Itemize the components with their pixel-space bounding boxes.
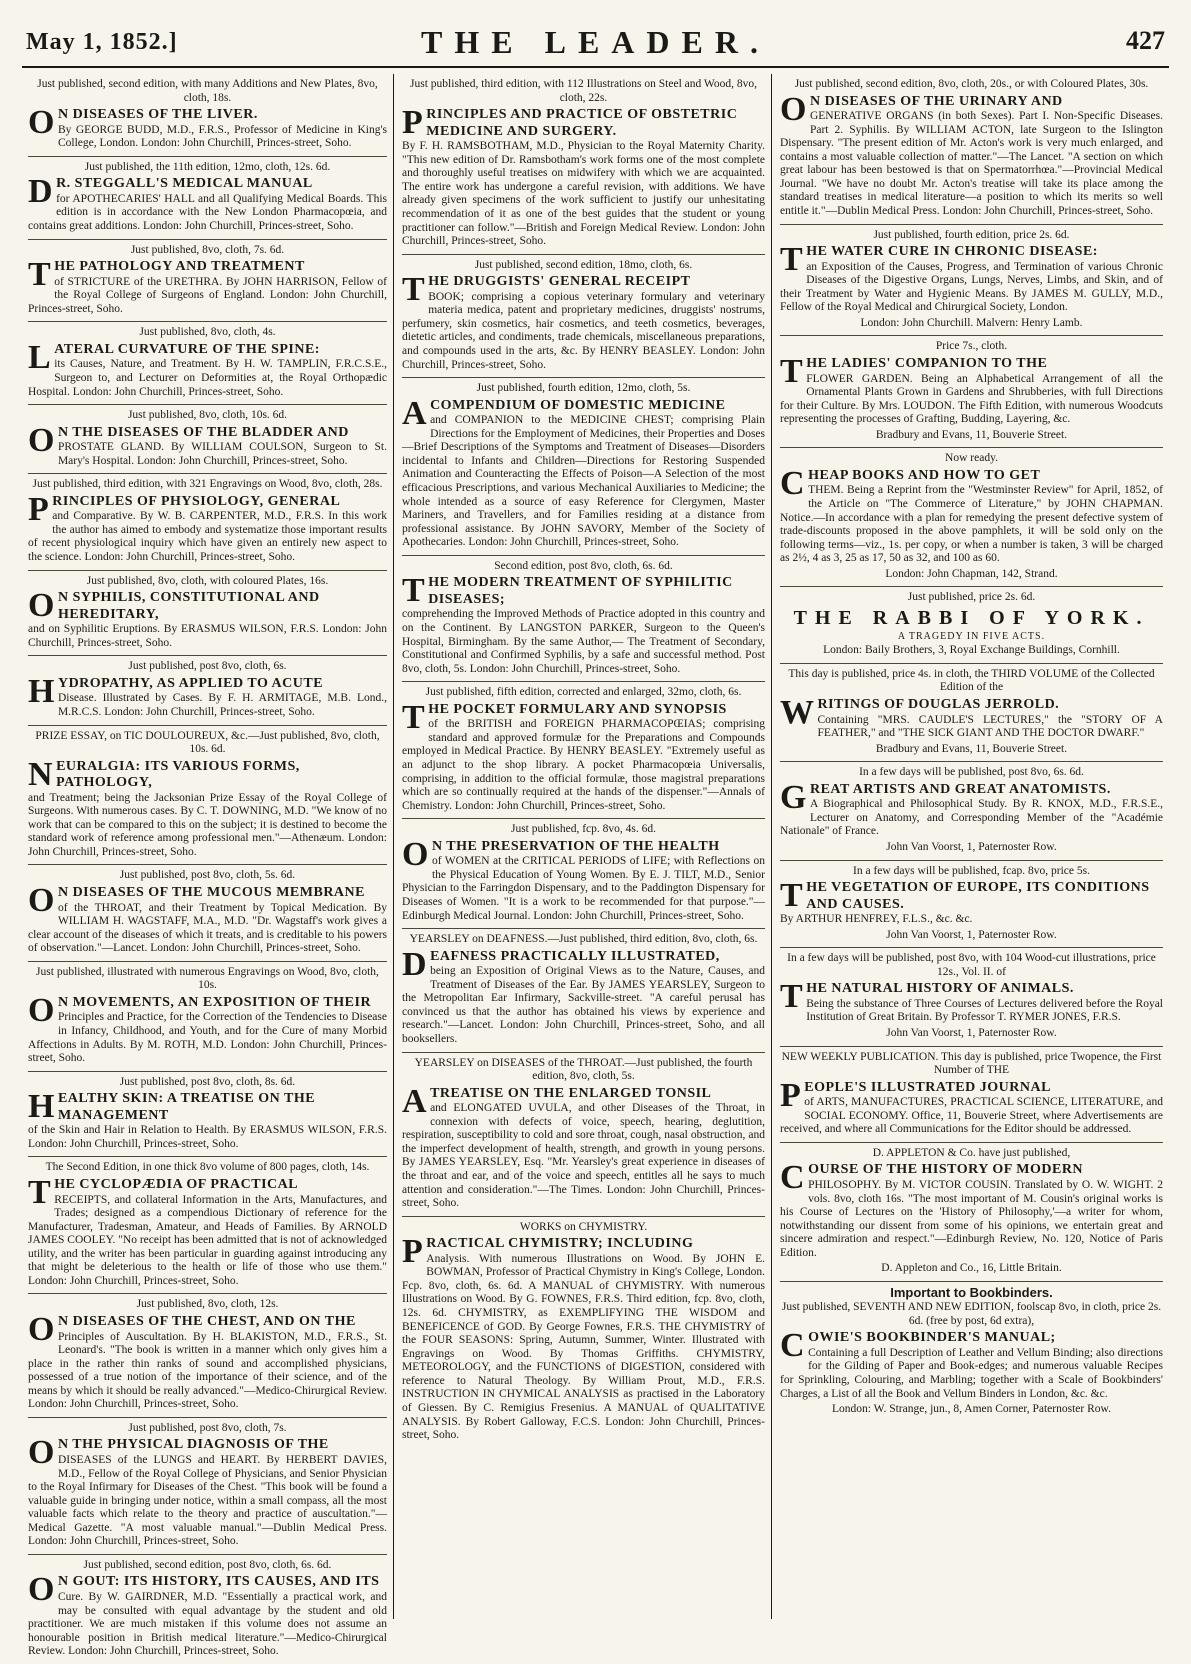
advertisement [402,378,765,556]
advertisement [28,474,387,570]
advertisement [402,556,765,682]
ad-preamble: Just published, fourth edition, price 2s. 6d. [873,228,1070,241]
advertisement [780,336,1163,448]
ad-preamble: Just published, fifth edition, corrected and enlarged, 32mo, cloth, 6s. [425,686,742,699]
ad-body: By F. H. RAMSBOTHAM, M.D., Physician to the Royal Maternity Charity. "This new edition of Dr. Ramsbotham's work forms one of the most complete and thoroughly useful treatises on midwifery with which we are acquainted. The entire work has undergone a careful revision, with additions. We have already given specimens of the work sufficient to justify our unhesitating recommendation of it as one of the best guides that the student or young practitioner can follow."—British and Foreign Medical Review. London: John Churchill, Princes-street, Soho. [402,140,765,248]
ad-preamble: Just published, second edition, with many Additions and New Plates, 8vo, cloth, 18s. [37,78,378,104]
advertisement [780,1143,1163,1282]
page-header [22,16,1169,68]
ad-body: an Exposition of the Causes, Progress, and Termination of various Chronic Diseases of the Digestive Organs, Lungs, Nerves, Limbs, and Skin, and of their Treatment by Water and Hygienic Means. By JAMES M. GULLY, M.D., Fellow of the Royal Medical and Chirurgical Society, London. [780,260,1163,314]
ad-headline: HYDROPATHY, AS APPLIED TO ACUTE [28,672,324,710]
ad-body: of STRICTURE of the URETHRA. By JOHN HARRISON, Fellow of the Royal College of Surgeons of England. London: John Churchill, Princes-street, Soho. [28,275,387,315]
advertisement [402,1217,765,1448]
ad-preamble: Just published, second edition, 8vo, cloth, 20s., or with Coloured Plates, 30s. [794,78,1149,90]
ad-headline: THE POCKET FORMULARY AND SYNOPSIS [402,698,727,736]
advertisement [402,74,765,255]
ad-body: Disease. Illustrated by Cases. By F. H. ARMITAGE, M.B. Lond., M.R.C.S. London: John Churchill, Princes-street, Soho. [57,692,387,718]
ad-preamble: Just published, third edition, with 321 Engravings on Wood, 8vo, cloth, 28s. [32,478,383,491]
ad-publisher: Bradbury and Evans, 11, Bouverie Street. [875,428,1068,441]
ad-preamble: YEARSLEY on DISEASES of the THROAT.—Just published, the fourth edition, 8vo, cloth, 5s. [414,1056,753,1083]
ad-body: By ARTHUR HENFREY, F.L.S., &c. &c. [780,913,973,926]
ad-publisher: London: W. Strange, jun., 8, Amen Corner, Paternoster Row. [832,1403,1111,1416]
ad-body: Containing a full Description of Leather and Vellum Binding; also directions for the Gilding of Paper and Book-edges; and numerous valuable Recipes for Sprinkling, Colouring, and Marbling; together with a Scale of Bookbinders' Charges, a List of all the Book and Vellum Binders in London, &c. &c. [780,1346,1163,1400]
ad-body: of WOMEN at the CRITICAL PERIODS of LIFE; with Reflections on the Physical Education of Young Women. By E. J. TILT, M.D., Senior Physician to the Farringdon Dispensary, and to the Paddington Dispensary for Diseases of Women. "It is a work to be recommended for that purpose."—Edinburgh Medical Journal. London: John Churchill, Princes-street, Soho. [402,855,765,922]
advertisement [780,1047,1163,1143]
ad-body: DISEASES of the LUNGS and HEART. By HERBERT DAVIES, M.D., Fellow of the Royal College of Physicians, and Senior Physician to the Royal Infirmary for Diseases of the Chest. "This book will be found a valuable guide in bringing under notice, within a small compass, all the most valuable facts which relate to the theory and practice of auscultation."—Medical Gazette. "A most valuable manual."—Dublin Medical Press. London: John Churchill, Princes-street, Soho. [28,1453,387,1548]
advertisement [28,865,387,961]
ad-headline: DEAFNESS PRACTICALLY ILLUSTRATED, [402,945,720,983]
advertisement [28,240,387,323]
ad-publisher: D. Appleton and Co., 16, Little Britain. [881,1262,1062,1275]
ad-body: of the Skin and Hair in Relation to Health. By ERASMUS WILSON, F.R.S. London: John Churchill, Princes-street, Soho. [28,1124,387,1150]
advertisement [28,1294,387,1417]
ad-preamble: YEARSLEY on DEAFNESS.—Just published, third edition, 8vo, cloth, 6s. [409,933,758,946]
ad-preamble: Just published, 8vo, cloth, with coloured Plates, 16s. [86,574,329,587]
advertisement [28,74,387,157]
ad-body: of the THROAT, and their Treatment by Topical Medication. By WILLIAM H. WAGSTAFF, M.A., M.D. "Dr. Wagstaff's work gives a clear account of the diseases of which it treats, and is creditable to his powers of observation."—Lancet. London: John Churchill, Princes-street, Soho. [28,901,387,955]
ad-publisher: London: Baily Brothers, 3, Royal Exchange Buildings, Cornhill. [823,644,1120,657]
ad-preamble: The Second Edition, in one thick 8vo volume of 800 pages, cloth, 14s. [45,1161,370,1174]
ad-body: Principles of Auscultation. By H. BLAKISTON, M.D., F.R.S., St. Leonard's. "The book is written in a manner which only gives him a place in the rather thin ranks of sound and accomplished physicians, possessed of a true notion of the importance of their science, and of the means by which it should be really advanced."—Medico-Chirurgical Review. London: John Churchill, Princes-street, Soho. [28,1330,387,1411]
ad-body: PROSTATE GLAND. By WILLIAM COULSON, Surgeon to St. Mary's Hospital. London: John Churchill, Princes-street, Soho. [57,441,387,467]
ad-preamble: Price 7s., cloth. [935,340,1008,353]
ad-headline: THE CYCLOPÆDIA OF PRACTICAL [28,1173,299,1211]
ad-preamble: Now ready. [945,452,998,465]
advertisement [780,74,1163,225]
ad-preamble: Just published, 8vo, cloth, 10s. 6d. [127,409,288,422]
advertisement [28,405,387,474]
advertisement [780,664,1163,762]
ad-preamble: WORKS on CHYMISTRY. [519,1220,648,1233]
advertisement [780,948,1163,1046]
ad-headline: COWIE'S BOOKBINDER'S MANUAL; [780,1327,1056,1365]
ad-headline: ON DISEASES OF THE CHEST, AND ON THE [28,1311,356,1348]
section-heading: Important to Bookbinders. [890,1284,1053,1300]
advertisement [780,587,1163,664]
advertisement [28,157,387,240]
advertisement [28,1157,387,1294]
ad-body: and COMPANION to the MEDICINE CHEST; comprising Plain Directions for the Employment of Medicines, their Properties and Doses—Brief Descriptions of the Symptoms and Treatment of Diseases—Disorders incidental to Infants and Children—Directions for Restoring Suspended Animation and Counteracting the Effects of Poison—A Selection of the most efficacious Prescriptions, and various Mechanical Auxiliaries to Medicine; the whole intended as a source of easy Reference for Clergymen, Master Mariners, and Travellers, and for Families residing at a distance from professional assistance. By JOHN SAVORY, Member of the Society of Apothecaries. London: John Churchill, Princes-street, Soho. [402,414,765,549]
ad-preamble: In a few days will be published, fcap. 8vo, price 5s. [853,864,1090,877]
ad-headline: GREAT ARTISTS AND GREAT ANATOMISTS. [780,778,1111,816]
ad-body: By GEORGE BUDD, M.D., F.R.S., Professor of Medicine in King's College, London. London: John Churchill, Princes-street, Soho. [57,123,387,150]
ad-headline: PRACTICAL CHYMISTRY; INCLUDING [402,1233,694,1271]
ad-headline: PRINCIPLES OF PHYSIOLOGY, GENERAL [28,490,341,528]
advertisement [28,726,387,866]
ad-preamble: Just published, post 8vo, cloth, 6s. [128,660,287,673]
ad-headline: WRITINGS OF DOUGLAS JERROLD. [780,694,1060,732]
ad-headline: THE DRUGGISTS' GENERAL RECEIPT [402,271,691,309]
ad-headline: THE PATHOLOGY AND TREATMENT [28,256,305,294]
ad-title: THE RABBI OF YORK. [793,606,1150,629]
column-3 [774,74,1169,1619]
ad-preamble: In a few days will be published, post 8vo, 6s. 6d. [859,766,1084,779]
ad-headline: ATREATISE ON THE ENLARGED TONSIL [402,1082,712,1120]
ad-headline: THE VEGETATION OF EUROPE, ITS CONDITIONS AND CAUSES. [780,877,1150,915]
advertisement [402,929,765,1052]
ad-preamble: Just published, SEVENTH AND NEW EDITION, foolscap 8vo, in cloth, price 2s. 6d. (free by post, 6d extra), [781,1301,1162,1327]
ad-headline: ON THE PHYSICAL DIAGNOSIS OF THE [28,1434,329,1472]
ad-headline: ACOMPENDIUM OF DOMESTIC MEDICINE [402,394,726,432]
ad-headline: ON SYPHILIS, CONSTITUTIONAL AND HEREDITARY, [28,587,320,625]
advertisement [402,1053,765,1217]
ad-body: and ELONGATED UVULA, and other Diseases of the Throat, in connexion with defects of voice, speech, hearing, deglutition, respiration, susceptibility to cold and sore throat, cough, nasal obstruction, and the imperfect development of health, strength, and growth in young persons. By JAMES YEARSLEY, Esq. "Mr. Yearsley's great experience in diseases of the throat and ear, and of the voice and speech, entitles all he says to much attention and consideration."—The Times. London: John Churchill, Princes-street, Soho. [402,1102,765,1210]
ad-preamble: Just published, second edition, post 8vo, cloth, 6s. 6d. [83,1558,332,1571]
ad-body: Cure. By W. GAIRDNER, M.D. "Essentially a practical work, and may be consulted with equal advantage by the student and old practitioner. We are much mistaken if this volume does not assume an honourable position in British medical literature."—Medico-Chirurgical Review. London: John Churchill, Princes-street, Soho. [28,1590,387,1658]
ad-headline: ON THE DISEASES OF THE BLADDER AND [28,421,349,459]
ad-publisher: Bradbury and Evans, 11, Bouverie Street. [875,742,1068,755]
ad-preamble: Just published, 8vo, cloth, 12s. [136,1298,279,1311]
ad-headline: PRINCIPLES AND PRACTICE OF OBSTETRIC MEDICINE AND SURGERY. [402,104,738,142]
ad-body: Being the substance of Three Courses of Lectures delivered before the Royal Institution of Great Britain. By Professor T. RYMER JONES, F.R.S. [806,997,1163,1024]
ad-preamble: This day is published, price 4s. in cloth, the THIRD VOLUME of the Collected Edition of the [788,667,1155,694]
ad-headline: THE MODERN TREATMENT OF SYPHILITIC DISEASES; [402,572,733,610]
ad-body: A Biographical and Philosophical Study. By R. KNOX, M.D., F.R.S.E., Lecturer on Anatomy, and Corresponding Member of the "Académie Nationale" of France. [780,798,1163,838]
ad-preamble: Just published, price 2s. 6d. [907,591,1036,604]
advertisement [780,448,1163,587]
ad-preamble: D. APPLETON & Co. have just published, [872,1146,1071,1159]
ad-headline: ON MOVEMENTS, AN EXPOSITION OF THEIR [28,991,372,1029]
ad-headline: ON GOUT: ITS HISTORY, ITS CAUSES, AND ITS [28,1571,380,1609]
ad-publisher: London: John Churchill. Malvern: Henry Lamb. [860,316,1083,329]
ad-preamble: PRIZE ESSAY, on TIC DOULOUREUX, &c.—Just published, 8vo, cloth, 10s. 6d. [35,729,380,756]
ad-body: PHILOSOPHY. By M. VICTOR COUSIN. Translated by O. W. WIGHT. 2 vols. 8vo, cloth 16s. "The most important of M. Cousin's original works is his Course of Lectures on the 'History of Philosophy,'—a writer for whom, notwithstanding our dissent from some of his opinions, we entertain great and sincere admiration and respect."—Edinburgh Review, No. 120, Notice of Paris Edition. [780,1179,1163,1259]
ad-headline: HEALTHY SKIN: A TREATISE ON THE MANAGEMENT [28,1088,316,1126]
ad-publisher: John Van Voorst, 1, Paternoster Row. [886,928,1057,941]
advertisement [28,1418,387,1555]
ad-preamble: Just published, 8vo, cloth, 7s. 6d. [130,243,285,256]
advertisement [28,322,387,405]
ad-body: and Comparative. By W. B. CARPENTER, M.D., F.R.S. In this work the author has aimed to embody and systematize those important results of recent physiological inquiry which have given an entirely new aspect to the science. London: John Churchill, Princes-street, Soho. [28,510,387,564]
ad-headline: PEOPLE'S ILLUSTRATED JOURNAL [780,1076,1051,1114]
ad-body: Analysis. With numerous Illustrations on Wood. By JOHN E. BOWMAN, Professor of Practical Chymistry in King's College, London. Fcp. 8vo, cloth, 6s. 6d. A MANUAL of CHYMISTRY. With numerous Illustrations on Wood. By G. FOWNES, F.R.S. Third edition, fcp. 8vo, cloth, 12s. 6d. CHYMISTRY, as EXEMPLIFYING THE WISDOM and BENEFICENCE of GOD. By George Fownes, F.R.S. THE CHYMISTRY of the FOUR SEASONS: Spring, Autumn, Summer, Winter. Illustrated with Engravings on Wood. By Thomas Griffiths. CHYMISTRY, METEOROLOGY, and the FUNCTIONS of DIGESTION, considered with reference to Natural Theology. By William Prout, M.D., F.R.S. INSTRUCTION IN CHYMICAL ANALYSIS as practised in the Laboratory of Giessen. By C. Remigius Fresenius. A MANUAL of QUALITATIVE ANALYSIS. By Robert Galloway, F.C.S. London: John Churchill, Princes-street, Soho. [402,1252,765,1442]
ad-headline: COURSE OF THE HISTORY OF MODERN [780,1159,1084,1197]
advertisement [780,1282,1163,1422]
advertisement [28,1072,387,1158]
ad-headline: THE WATER CURE IN CHRONIC DISEASE: [780,241,1098,279]
ad-preamble: Second edition, post 8vo, cloth, 6s. 6d. [494,559,673,572]
ad-headline: ON DISEASES OF THE MUCOUS MEMBRANE [28,882,365,920]
ad-body: Containing "MRS. CAUDLE'S LECTURES," the "STORY OF A FEATHER," and "THE SICK GIANT AND THE DOCTOR DWARF." [817,713,1163,740]
ad-headline: ON THE PRESERVATION OF THE HEALTH [402,835,720,873]
ad-preamble: Just published, post 8vo, cloth, 8s. 6d. [119,1075,296,1088]
ad-publisher: John Van Voorst, 1, Paternoster Row. [886,1027,1057,1040]
advertisement [402,682,765,819]
ad-preamble: Just published, second edition, 18mo, cloth, 6s. [474,258,693,271]
ad-preamble: Just published, 8vo, cloth, 4s. [139,326,276,339]
ad-preamble: Just published, fourth edition, 12mo, cloth, 5s. [476,382,691,395]
ad-body: and on Syphilitic Eruptions. By ERASMUS WILSON, F.R.S. London: John Churchill, Princes-street, Soho. [28,623,387,649]
ad-body: Principles and Practice, for the Correction of the Tendencies to Disease in Infancy, Childhood, and Youth, and for the Cure of many Morbid Affections in Adults. By M. ROTH, M.D. London: John Churchill, Princes-street, Soho. [28,1011,387,1065]
ad-preamble: NEW WEEKLY PUBLICATION. This day is published, price Twopence, the First Number of THE [781,1050,1162,1077]
ad-body: its Causes, Nature, and Treatment. By H. W. TAMPLIN, F.R.C.S.E., Surgeon to, and Lecturer on Deformities at, the Royal Orthopædic Hospital. London: John Churchill, Princes-street, Soho. [28,358,387,398]
ad-body: being an Exposition of Original Views as to the Nature, Causes, and Treatment of Diseases of the Ear. By JAMES YEARSLEY, Surgeon to the Metropolitan Ear Infirmary, Sackville-street. "A careful perusal has convinced us that the author has obtained his views by experience and research."—Lancet. London: John Churchill, Princes-street, Soho, and all booksellers. [402,965,765,1046]
ad-preamble: Just published, post 8vo, cloth, 7s. [128,1421,287,1434]
ad-preamble: Just published, illustrated with numerous Engravings on Wood, 8vo, cloth, 10s. [36,965,379,992]
ad-publisher: John Van Voorst, 1, Paternoster Row. [886,840,1057,853]
advertisement [28,571,387,657]
page-number: 427 [1126,26,1165,55]
advertisement [780,762,1163,860]
advertisement [28,962,387,1072]
ad-body: BOOK; comprising a copious veterinary formulary and veterinary materia medica, patent and proprietary medicines, druggists' nostrums, perfumery, skin cosmetics, hair cosmetics, and teeth cosmetics, beverages, dietetic articles, and condiments, trade chemicals, miscellaneous preparations, and compounds used in the arts, &c. By HENRY BEASLEY. London: John Churchill, Princes-street, Soho. [402,290,765,371]
ad-headline: DR. STEGGALL'S MEDICAL MANUAL [28,173,313,211]
advertisement [402,819,765,929]
ad-headline: CHEAP BOOKS AND HOW TO GET [780,464,1041,502]
advertisement [28,1555,387,1664]
ad-preamble: Just published, fcp. 8vo, 4s. 6d. [510,823,657,836]
ad-preamble: Just published, post 8vo, cloth, 5s. 6d. [119,869,296,882]
ad-body: THEM. Being a Reprint from the "Westminster Review" for April, 1852, of the Article on "The Commerce of Literature," by JOHN CHAPMAN. Notice.—In accordance with a plan for remedying the present defective system of trade-discounts proposed in the above pamphlets, it will be sold only on the following terms—viz., 1s. per copy, or when a number is taken, 3 will be charged as 2½, 4 as 3, 25 as 17, 50 as 32, and 100 as 60. [780,484,1163,565]
ad-headline: LATERAL CURVATURE OF THE SPINE: [28,338,320,376]
ad-body: FLOWER GARDEN. Being an Alphabetical Arrangement of all the Ornamental Plants Grown in Gardens and Shrubberies, with full Directions for their Culture. By Mrs. LOUDON. The Fifth Edition, with numerous Woodcuts representing the processes of Grafting, Budding, Layering, &c. [780,372,1163,426]
masthead-title: THE LEADER. [421,24,770,60]
ad-preamble: In a few days will be published, post 8vo, with 104 Wood-cut illustrations, price 12s., Vol. II. of [787,952,1156,978]
advertisement [780,225,1163,337]
ad-body: GENERATIVE ORGANS (in both Sexes). Part I. Non-Specific Diseases. Part 2. Syphilis. By WILLIAM ACTON, late Surgeon to the Islington Dispensary. "The present edition of Mr. Acton's work is very much enlarged, and contains a most valuable collection of matter."—The Lancet. "A section on which great labour has been bestowed is that on Spermatorrhœa."—Provincial Medical Journal. "We have no doubt Mr. Acton's treatise will take its place among the standard treatises in medical literature—a position to which its merits so well entitle it."—Dublin Medical Press. London: John Churchill, Princes-street, Soho. [780,110,1163,218]
column-1 [22,74,394,1658]
advertisement [402,255,765,378]
advertisement [780,861,1163,949]
issue-date: May 1, 1852.] [26,29,178,55]
ad-headline: THE LADIES' COMPANION TO THE [780,353,1048,391]
ad-preamble: Just published, third edition, with 112 Illustrations on Steel and Wood, 8vo, cloth, 22s. [410,78,757,104]
ad-headline: ON DISEASES OF THE URINARY AND [780,90,1063,128]
ad-body: and Treatment; being the Jacksonian Prize Essay of the Royal College of Surgeons. With numerous cases. By C. T. DOWNING, M.D. "We know of no work that can be compared to this on the subject; it is destined to become the standard work of reference among professional men."—Athenæum. London: John Churchill, Princes-street, Soho. [28,791,387,858]
column-2 [396,74,772,1619]
ad-publisher: London: John Chapman, 142, Strand. [885,567,1058,580]
ad-subtitle: A TRAGEDY IN FIVE ACTS. [897,630,1046,642]
ad-headline: NEURALGIA: ITS VARIOUS FORMS, PATHOLOGY, [28,755,300,793]
ad-body: for APOTHECARIES' HALL and all Qualifying Medical Boards. This edition is in accordance with the New London Pharmacopœia, and contains great additions. London: John Churchill, Princes-street, Soho. [28,192,387,232]
ad-body: comprehending the Improved Methods of Practice adopted in this country and on the Continent. By LANGSTON PARKER, Surgeon to the Queen's Hospital, Birmingham. By the same Author,— The Treatment of Secondary, Constitutional and Confirmed Syphilis, by a safe and successful method. Post 8vo, cloth, 5s. London: John Churchill, Princes-street, Soho. [402,608,765,675]
ad-body: RECEIPTS, and collateral Information in the Arts, Manufactures, and Trades; designed as a compendious Dictionary of reference for the Manufacturer, Tradesman, Amateur, and Heads of Families. By ARNOLD JAMES COOLEY. "No receipt has been admitted that is not of acknowledged utility, and the writer has been particular in guarding against introducing any that might be deleterious to the health or life of those who use them." London: John Churchill, Princes-street, Soho. [28,1193,387,1287]
ad-preamble: Just published, the 11th edition, 12mo, cloth, 12s. 6d. [84,160,331,173]
advertisement [28,656,387,725]
ad-headline: THE NATURAL HISTORY OF ANIMALS. [780,978,1074,1016]
ad-body: of ARTS, MANUFACTURES, PRACTICAL SCIENCE, LITERATURE, and SOCIAL ECONOMY. Office, 11, Bouverie Street, where Advertisements are received, and where all Communications for the Editor should be addressed. [780,1096,1163,1136]
ad-body: of the BRITISH and FOREIGN PHARMACOPŒIAS; comprising standard and approved formulæ for the Preparations and Compounds employed in Medical Practice. By HENRY BEASLEY. "Extremely useful as an adjunct to the shop library. A pocket Pharmacopœia Universalis, comprising, in addition to the official formulæ, those magistral preparations which are so continually required at the hands of the dispenser."—Annals of Chemistry. London: John Churchill, Princes-street, Soho. [402,718,765,812]
ad-headline: ON DISEASES OF THE LIVER. [28,104,258,142]
